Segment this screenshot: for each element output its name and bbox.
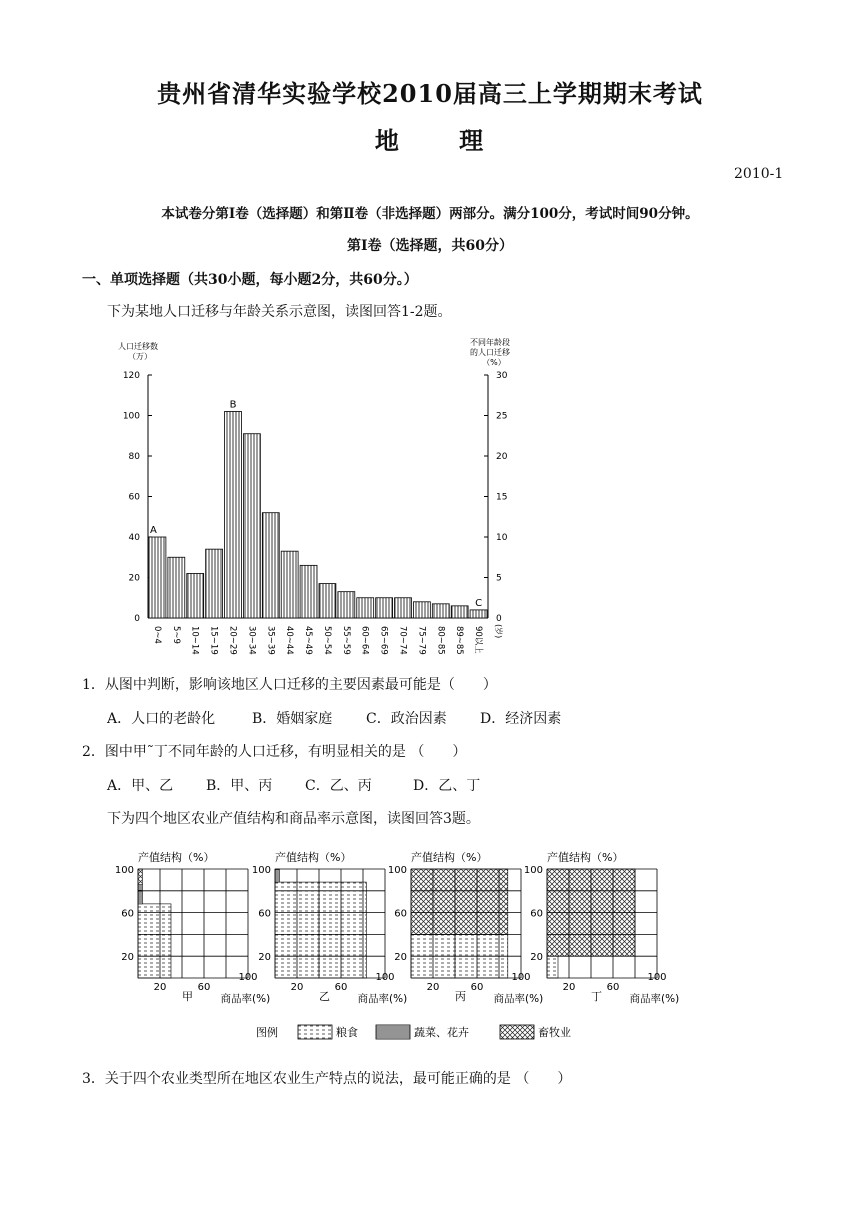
y-tick-label: 100 [387, 865, 407, 876]
x-tick-label: 35~39 [265, 626, 276, 655]
band-livestock [411, 869, 508, 934]
panel-ylabel: 产值结构（%） [275, 851, 352, 864]
x-tick-label: 50~54 [321, 626, 332, 655]
bar [319, 584, 336, 618]
q1-option-a[interactable]: A．人口的老龄化 [107, 711, 216, 727]
lead-text-2: 下为四个地区农业产值结构和商品率示意图，读图回答3题。 [107, 811, 480, 827]
panel-ylabel: 产值结构（%） [547, 851, 624, 864]
right-tick-label: 5 [496, 573, 502, 584]
left-tick-label: 60 [128, 492, 140, 503]
band-veg [275, 869, 279, 882]
legend-swatch-livestock [500, 1025, 534, 1039]
x-tick-label: 40~44 [284, 626, 295, 655]
migration-age-chart [100, 335, 520, 665]
y-tick-label: 20 [258, 952, 271, 964]
bar [395, 598, 412, 618]
band-veg [138, 884, 142, 904]
x-tick-label: 65~69 [378, 626, 389, 655]
panel-name: 丙 [455, 990, 466, 1003]
left-tick-label: 100 [122, 411, 140, 422]
y-tick-label: 20 [121, 952, 134, 964]
bar [338, 592, 355, 618]
right-tick-label: 0 [496, 614, 502, 624]
exam-title: 贵州省清华实验学校2010届高三上学期期末考试 [157, 79, 703, 108]
x-tick-label: 60 [606, 982, 620, 993]
panel-xlabel: 商品率(%) [357, 993, 408, 1005]
bar [225, 411, 242, 618]
x-tick-label: 60 [197, 982, 211, 993]
y-tick-label: 20 [394, 952, 407, 964]
band-grain [138, 904, 171, 978]
annotation-label: B [229, 399, 237, 411]
panel-xlabel: 商品率(%) [629, 993, 680, 1005]
x-tick-label: 75~79 [416, 626, 427, 655]
y-tick-label: 60 [394, 908, 407, 920]
q2-option-d[interactable]: D．乙、丁 [413, 778, 481, 794]
left-axis-title-unit: （万） [128, 352, 152, 361]
y-tick-label: 100 [251, 865, 271, 876]
band-grain [547, 956, 558, 978]
right-axis-title-line: 的人口迁移 [470, 348, 510, 357]
agri-panel [252, 850, 407, 1005]
legend-swatch-grain [298, 1025, 332, 1039]
legend-title: 图例 [256, 1026, 278, 1039]
section-title: 一、单项选择题（共30小题，每小题2分，共60分。） [82, 272, 418, 288]
y-tick-label: 60 [530, 908, 543, 920]
x-tick-label: 0~4 [151, 626, 162, 644]
q2-option-b[interactable]: B．甲、丙 [206, 778, 273, 794]
left-axis-title-line: 人口迁移数 [118, 342, 158, 351]
lead-text-1: 下为某地人口迁移与年龄关系示意图，读图回答1-2题。 [107, 304, 452, 320]
agriculture-structure-chart [100, 840, 720, 1050]
band-livestock [138, 869, 142, 884]
left-axis-title [118, 341, 158, 361]
annotation-label: C [475, 597, 483, 609]
y-tick-label: 60 [121, 908, 134, 920]
question-2-stem: 2．图中甲˜丁不同年龄的人口迁移，有明显相关的是 （ ） [82, 744, 467, 760]
panel-xlabel: 商品率(%) [493, 993, 544, 1005]
annotation-label: A [150, 525, 157, 536]
legend-label: 畜牧业 [538, 1026, 571, 1039]
right-axis-title [470, 337, 510, 367]
bar [470, 610, 487, 618]
bar [300, 565, 317, 618]
x-tick-label: 15~19 [208, 626, 219, 655]
right-tick-label: 20 [496, 452, 508, 462]
left-tick-label: 20 [128, 573, 140, 584]
question-1-stem: 1．从图中判断，影响该地区人口迁移的主要因素最可能是（ ） [82, 677, 497, 693]
agri-panel [388, 850, 543, 1005]
exam-date: 2010-1 [734, 166, 784, 182]
x-tick-label: 90以上 [473, 626, 484, 654]
bar [413, 602, 430, 618]
x-tick-label: 20 [290, 982, 304, 993]
agri-panel [524, 850, 679, 1005]
left-tick-label: 80 [128, 452, 140, 462]
legend-swatch-veg [376, 1025, 410, 1039]
x-tick-label: 89~85 [454, 626, 465, 655]
legend-label: 蔬菜、花卉 [414, 1026, 469, 1039]
x-tick-label: 70~74 [397, 626, 408, 655]
panel-name: 乙 [319, 990, 330, 1003]
left-tick-label: 120 [122, 371, 140, 381]
panel-name: 甲 [182, 990, 193, 1003]
right-axis-title-line: 不同年龄段 [470, 338, 510, 347]
x-tick-label: 20~29 [227, 626, 238, 655]
x-tick-label: 60 [334, 982, 348, 993]
bar [357, 598, 374, 618]
q1-option-b[interactable]: B．婚姻家庭 [252, 711, 333, 727]
panel-name: 丁 [591, 990, 602, 1003]
bar [243, 434, 260, 618]
right-tick-label: 30 [496, 371, 508, 381]
right-tick-label: 15 [496, 492, 508, 503]
q1-option-d[interactable]: D．经济因素 [480, 711, 562, 727]
bar [187, 573, 204, 618]
x-tick-label: 80~85 [435, 626, 446, 655]
y-tick-label: 20 [530, 952, 543, 964]
y-tick-label: 100 [114, 865, 134, 876]
x-tick-label: 45~49 [303, 626, 314, 655]
x-tick-label: 20 [153, 982, 167, 993]
bar [432, 604, 449, 618]
x-tick-label: 100 [375, 972, 395, 983]
x-tick-label: 100 [647, 972, 667, 983]
right-tick-label: 25 [496, 411, 508, 422]
bar [168, 557, 185, 618]
left-tick-label: 0 [134, 614, 140, 624]
x-tick-label: 60~64 [359, 626, 370, 655]
x-unit-label: (岁) [494, 624, 503, 639]
panel-ylabel: 产值结构（%） [138, 851, 215, 864]
right-tick-label: 10 [496, 533, 508, 543]
q2-option-a[interactable]: A．甲、乙 [107, 778, 174, 794]
x-tick-label: 55~59 [340, 626, 351, 655]
x-tick-label: 5~9 [170, 626, 181, 644]
bar [206, 549, 223, 618]
x-tick-label: 30~34 [246, 626, 257, 655]
panel-ylabel: 产值结构（%） [411, 851, 488, 864]
bar [376, 598, 393, 618]
x-tick-label: 100 [511, 972, 531, 983]
bar [451, 606, 468, 618]
legend-label: 粮食 [336, 1026, 358, 1039]
right-axis-title-unit: （%） [482, 358, 506, 367]
question-3-stem: 3．关于四个农业类型所在地区农业生产特点的说法，最可能正确的是 （ ） [82, 1071, 572, 1087]
x-tick-label: 60 [470, 982, 484, 993]
x-tick-label: 10~14 [189, 626, 200, 655]
bar [281, 551, 298, 618]
panel-xlabel: 商品率(%) [220, 993, 271, 1005]
y-tick-label: 60 [258, 908, 271, 920]
x-tick-label: 100 [238, 972, 258, 983]
subject-title: 地 理 [374, 126, 510, 155]
q1-option-c[interactable]: C．政治因素 [366, 711, 447, 727]
band-grain [275, 882, 366, 978]
left-tick-label: 40 [128, 533, 140, 543]
agri-panel [115, 850, 270, 1005]
y-tick-label: 100 [523, 865, 543, 876]
intro-text: 本试卷分第Ⅰ卷（选择题）和第Ⅱ卷（非选择题）两部分。满分100分，考试时间90分钟。 [161, 206, 699, 222]
bar [149, 537, 166, 618]
part1-title: 第Ⅰ卷（选择题，共60分） [346, 238, 514, 254]
q2-option-c[interactable]: C．乙、丙 [305, 778, 372, 794]
x-tick-label: 20 [562, 982, 576, 993]
x-tick-label: 20 [426, 982, 440, 993]
bar [262, 513, 279, 618]
